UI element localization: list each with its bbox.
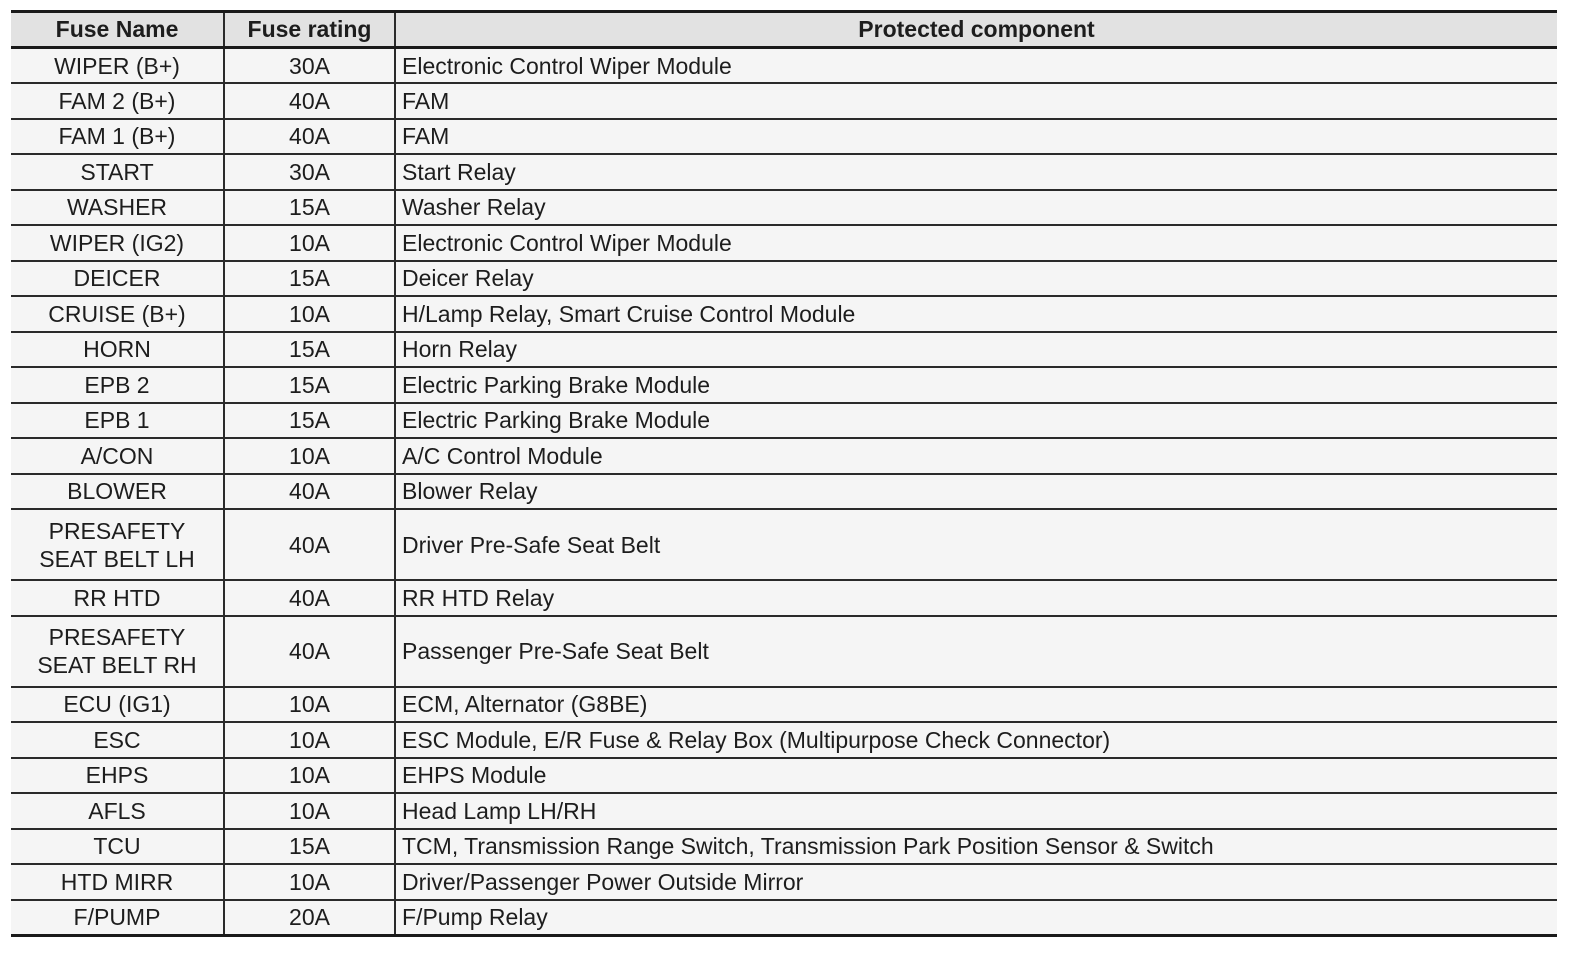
table-row: [11, 722, 1557, 758]
header-fuse-rating: Fuse rating: [224, 12, 395, 48]
protected-component: RR HTD Relay: [395, 580, 1557, 616]
table-row: [11, 48, 1557, 84]
fuse-name-cell: [11, 367, 224, 403]
fuse-rating: 30A: [224, 48, 395, 84]
table-body: [11, 48, 1557, 936]
fuse-rating: 10A: [224, 296, 395, 332]
fuse-name: EHPS: [85, 762, 149, 789]
protected-component: Driver Pre-Safe Seat Belt: [395, 509, 1557, 580]
fuse-rating: 10A: [224, 225, 395, 261]
fuse-rating: 40A: [224, 474, 395, 510]
table-row: [11, 474, 1557, 510]
protected-component: EHPS Module: [395, 758, 1557, 794]
fuse-name-cell: [11, 509, 224, 580]
fuse-name: PRESAFETY: [48, 624, 186, 650]
fuse-table-container: [11, 10, 1557, 937]
fuse-name: START: [80, 158, 154, 185]
fuse-name-cell: [11, 332, 224, 368]
fuse-name: ESC: [93, 726, 141, 753]
protected-component: Washer Relay: [395, 190, 1557, 226]
protected-component: Horn Relay: [395, 332, 1557, 368]
table-row: [11, 438, 1557, 474]
fuse-name: FAM 2 (B+): [58, 87, 176, 114]
table-row: [11, 83, 1557, 119]
fuse-name: HTD MIRR: [60, 868, 174, 895]
table-header: [11, 12, 1557, 48]
fuse-name-line2: SEAT BELT RH: [37, 652, 197, 678]
protected-component: Start Relay: [395, 154, 1557, 190]
fuse-name-cell: [11, 438, 224, 474]
table-row: [11, 367, 1557, 403]
fuse-name: TCU: [93, 833, 141, 860]
header-fuse-name: Fuse Name: [11, 12, 224, 48]
fuse-name: EPB 1: [84, 407, 150, 434]
fuse-name-cell: [11, 83, 224, 119]
fuse-name-cell: [11, 616, 224, 687]
table-row: [11, 616, 1557, 687]
protected-component: TCM, Transmission Range Switch, Transmission Park Position Sensor & Switch: [395, 829, 1557, 865]
fuse-name: DEICER: [73, 265, 161, 292]
table-row: [11, 509, 1557, 580]
protected-component: F/Pump Relay: [395, 900, 1557, 936]
fuse-rating: 40A: [224, 509, 395, 580]
fuse-rating: 15A: [224, 403, 395, 439]
fuse-name-cell: [11, 119, 224, 155]
fuse-name-cell: [11, 154, 224, 190]
fuse-rating: 10A: [224, 758, 395, 794]
fuse-name-cell: [11, 722, 224, 758]
fuse-name-cell: [11, 829, 224, 865]
fuse-name-cell: [11, 474, 224, 510]
protected-component: Electronic Control Wiper Module: [395, 48, 1557, 84]
fuse-rating: 40A: [224, 83, 395, 119]
table-row: [11, 793, 1557, 829]
fuse-rating: 15A: [224, 261, 395, 297]
protected-component: Electric Parking Brake Module: [395, 403, 1557, 439]
protected-component: Blower Relay: [395, 474, 1557, 510]
fuse-rating: 10A: [224, 864, 395, 900]
fuse-name: CRUISE (B+): [48, 300, 186, 327]
fuse-name: F/PUMP: [73, 904, 161, 930]
fuse-rating: 10A: [224, 438, 395, 474]
table-row: [11, 900, 1557, 936]
table-row: [11, 225, 1557, 261]
fuse-name-cell: [11, 793, 224, 829]
fuse-rating: 20A: [224, 900, 395, 936]
table-row: [11, 829, 1557, 865]
fuse-rating: 10A: [224, 793, 395, 829]
table-row: [11, 296, 1557, 332]
protected-component: Passenger Pre-Safe Seat Belt: [395, 616, 1557, 687]
fuse-rating: 40A: [224, 616, 395, 687]
table-row: [11, 119, 1557, 155]
table-row: [11, 190, 1557, 226]
fuse-rating: 10A: [224, 687, 395, 723]
header-row: [11, 12, 1557, 48]
fuse-name: EPB 2: [84, 371, 150, 398]
protected-component: FAM: [395, 119, 1557, 155]
fuse-rating: 40A: [224, 580, 395, 616]
fuse-name-cell: [11, 296, 224, 332]
fuse-name: FAM 1 (B+): [58, 123, 176, 150]
fuse-name: WIPER (IG2): [49, 229, 185, 256]
table-row: [11, 687, 1557, 723]
table-row: [11, 261, 1557, 297]
table-row: [11, 758, 1557, 794]
fuse-name: WASHER: [66, 194, 168, 221]
fuse-name: A/CON: [80, 442, 154, 469]
fuse-name-line2: SEAT BELT LH: [39, 545, 195, 572]
fuse-rating: 10A: [224, 722, 395, 758]
fuse-name: ECU (IG1): [63, 691, 171, 718]
fuse-name: BLOWER: [67, 478, 167, 505]
protected-component: Electric Parking Brake Module: [395, 367, 1557, 403]
fuse-rating: 30A: [224, 154, 395, 190]
fuse-name: HORN: [83, 336, 151, 363]
fuse-table: [11, 10, 1557, 937]
fuse-rating: 40A: [224, 119, 395, 155]
fuse-rating: 15A: [224, 829, 395, 865]
fuse-rating: 15A: [224, 367, 395, 403]
protected-component: Driver/Passenger Power Outside Mirror: [395, 864, 1557, 900]
fuse-name-cell: [11, 580, 224, 616]
fuse-rating: 15A: [224, 190, 395, 226]
fuse-name-cell: [11, 900, 224, 936]
fuse-name-cell: [11, 403, 224, 439]
protected-component: H/Lamp Relay, Smart Cruise Control Module: [395, 296, 1557, 332]
protected-component: Head Lamp LH/RH: [395, 793, 1557, 829]
protected-component: Electronic Control Wiper Module: [395, 225, 1557, 261]
fuse-name-cell: [11, 758, 224, 794]
protected-component: Deicer Relay: [395, 261, 1557, 297]
fuse-name: RR HTD: [73, 584, 161, 611]
table-row: [11, 403, 1557, 439]
fuse-name: WIPER (B+): [54, 52, 180, 79]
protected-component: ECM, Alternator (G8BE): [395, 687, 1557, 723]
fuse-name-cell: [11, 225, 224, 261]
table-row: [11, 864, 1557, 900]
protected-component: ESC Module, E/R Fuse & Relay Box (Multipurpose Check Connector): [395, 722, 1557, 758]
fuse-name-cell: [11, 190, 224, 226]
fuse-name-cell: [11, 687, 224, 723]
fuse-name-cell: [11, 864, 224, 900]
table-row: [11, 154, 1557, 190]
table-row: [11, 580, 1557, 616]
fuse-rating: 15A: [224, 332, 395, 368]
fuse-name: PRESAFETY: [48, 517, 186, 544]
table-row: [11, 332, 1557, 368]
protected-component: A/C Control Module: [395, 438, 1557, 474]
protected-component: FAM: [395, 83, 1557, 119]
fuse-name-cell: [11, 48, 224, 84]
header-protected-component: Protected component: [395, 12, 1557, 48]
fuse-name-cell: [11, 261, 224, 297]
fuse-name: AFLS: [88, 797, 146, 824]
